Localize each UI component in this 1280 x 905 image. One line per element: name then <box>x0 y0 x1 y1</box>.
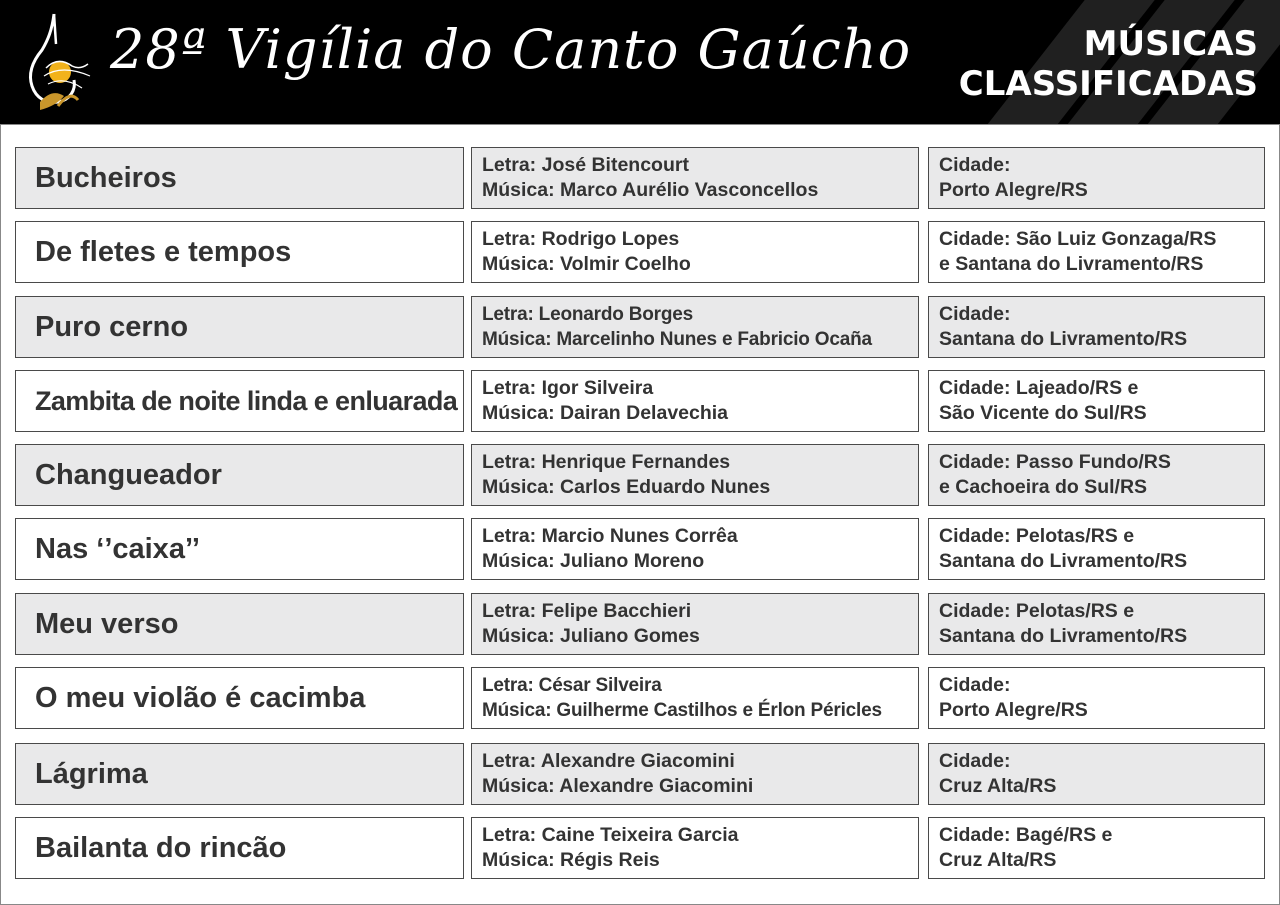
lyrics-credit: Letra: Henrique Fernandes <box>482 451 731 473</box>
city-line: Cidade: Pelotas/RS e <box>939 525 1135 547</box>
city-cell <box>928 518 1265 580</box>
authors-cell <box>471 221 919 283</box>
lyrics-credit: Letra: Caine Teixeira Garcia <box>482 824 739 846</box>
city-line: Cruz Alta/RS <box>939 849 1057 871</box>
song-title: Puro cerno <box>35 311 189 343</box>
music-credit: Música: Marco Aurélio Vasconcellos <box>482 179 819 201</box>
authors-cell <box>471 667 919 729</box>
city-line: Cidade: <box>939 154 1011 176</box>
authors-cell <box>471 593 919 655</box>
city-line: Santana do Livramento/RS <box>939 550 1188 572</box>
city-cell <box>928 296 1265 358</box>
table-row <box>15 667 1265 731</box>
song-title-cell <box>15 817 464 879</box>
song-title-cell <box>15 743 464 805</box>
city-cell <box>928 667 1265 729</box>
city-line: Cidade: Bagé/RS e <box>939 824 1113 846</box>
song-title: Meu verso <box>35 608 179 640</box>
table-row <box>15 817 1265 881</box>
table-row <box>15 593 1265 657</box>
section-title-line: MÚSICAS <box>1083 24 1258 64</box>
song-title: O meu violão é cacimba <box>35 682 366 714</box>
song-title: Bailanta do rincão <box>35 832 287 864</box>
music-credit: Música: Régis Reis <box>482 849 660 871</box>
song-title: Nas ‘’caixa’’ <box>35 533 200 565</box>
table-row <box>15 370 1265 434</box>
music-credit: Música: Volmir Coelho <box>482 253 691 275</box>
section-title-line: CLASSIFICADAS <box>958 64 1258 104</box>
song-title-cell <box>15 296 464 358</box>
song-title-cell <box>15 593 464 655</box>
music-credit: Música: Juliano Gomes <box>482 625 700 647</box>
table-row <box>15 743 1265 807</box>
table-row <box>15 221 1265 285</box>
music-credit: Música: Marcelinho Nunes e Fabricio Ocaña <box>482 329 872 350</box>
music-credit: Música: Alexandre Giacomini <box>482 775 754 797</box>
city-line: Cidade: Pelotas/RS e <box>939 600 1135 622</box>
lyrics-credit: Letra: Felipe Bacchieri <box>482 600 692 622</box>
authors-cell <box>471 296 919 358</box>
authors-cell <box>471 518 919 580</box>
table-row <box>15 296 1265 360</box>
city-line: e Santana do Livramento/RS <box>939 253 1204 275</box>
authors-cell <box>471 147 919 209</box>
city-line: Cidade: Lajeado/RS e <box>939 377 1139 399</box>
song-title: Changueador <box>35 459 222 491</box>
table-row <box>15 518 1265 582</box>
song-title-cell <box>15 667 464 729</box>
authors-cell <box>471 817 919 879</box>
city-line: São Vicente do Sul/RS <box>939 402 1147 424</box>
lyrics-credit: Letra: Marcio Nunes Corrêa <box>482 525 738 547</box>
city-cell <box>928 147 1265 209</box>
song-title-cell <box>15 444 464 506</box>
lyrics-credit: Letra: César Silveira <box>482 675 662 696</box>
authors-cell <box>471 444 919 506</box>
city-line: Cidade: Passo Fundo/RS <box>939 451 1171 473</box>
music-credit: Música: Juliano Moreno <box>482 550 705 572</box>
header-banner <box>0 0 1280 124</box>
song-title-cell <box>15 147 464 209</box>
city-cell <box>928 221 1265 283</box>
lyrics-credit: Letra: Leonardo Borges <box>482 304 693 325</box>
song-title-cell <box>15 221 464 283</box>
city-line: Porto Alegre/RS <box>939 179 1088 201</box>
song-title: De fletes e tempos <box>35 236 292 268</box>
city-cell <box>928 444 1265 506</box>
city-cell <box>928 817 1265 879</box>
authors-cell <box>471 743 919 805</box>
music-credit: Música: Guilherme Castilhos e Érlon Péricles <box>482 700 882 721</box>
table-row <box>15 444 1265 508</box>
city-cell <box>928 370 1265 432</box>
event-title: 28ª Vigília do Canto Gaúcho <box>110 18 912 81</box>
city-line: Cruz Alta/RS <box>939 775 1057 797</box>
city-line: Cidade: <box>939 750 1011 772</box>
city-cell <box>928 593 1265 655</box>
authors-cell <box>471 370 919 432</box>
music-credit: Música: Dairan Delavechia <box>482 402 729 424</box>
section-title <box>959 24 1258 104</box>
music-credit: Música: Carlos Eduardo Nunes <box>482 476 771 498</box>
lyrics-credit: Letra: José Bitencourt <box>482 154 689 176</box>
lyrics-credit: Letra: Alexandre Giacomini <box>482 750 735 772</box>
city-line: Cidade: São Luiz Gonzaga/RS <box>939 228 1217 250</box>
table-row <box>15 147 1265 211</box>
lyrics-credit: Letra: Rodrigo Lopes <box>482 228 680 250</box>
guitar-flame-logo-icon <box>18 10 98 116</box>
city-line: Cidade: <box>939 303 1011 325</box>
city-cell <box>928 743 1265 805</box>
song-title-cell <box>15 518 464 580</box>
song-title: Lágrima <box>35 758 148 790</box>
city-line: Porto Alegre/RS <box>939 699 1088 721</box>
lyrics-credit: Letra: Igor Silveira <box>482 377 654 399</box>
city-line: e Cachoeira do Sul/RS <box>939 476 1148 498</box>
song-title: Zambita de noite linda e enluarada <box>35 386 458 416</box>
city-line: Santana do Livramento/RS <box>939 328 1188 350</box>
song-title: Bucheiros <box>35 162 177 194</box>
city-line: Santana do Livramento/RS <box>939 625 1188 647</box>
song-title-cell <box>15 370 464 432</box>
city-line: Cidade: <box>939 674 1011 696</box>
